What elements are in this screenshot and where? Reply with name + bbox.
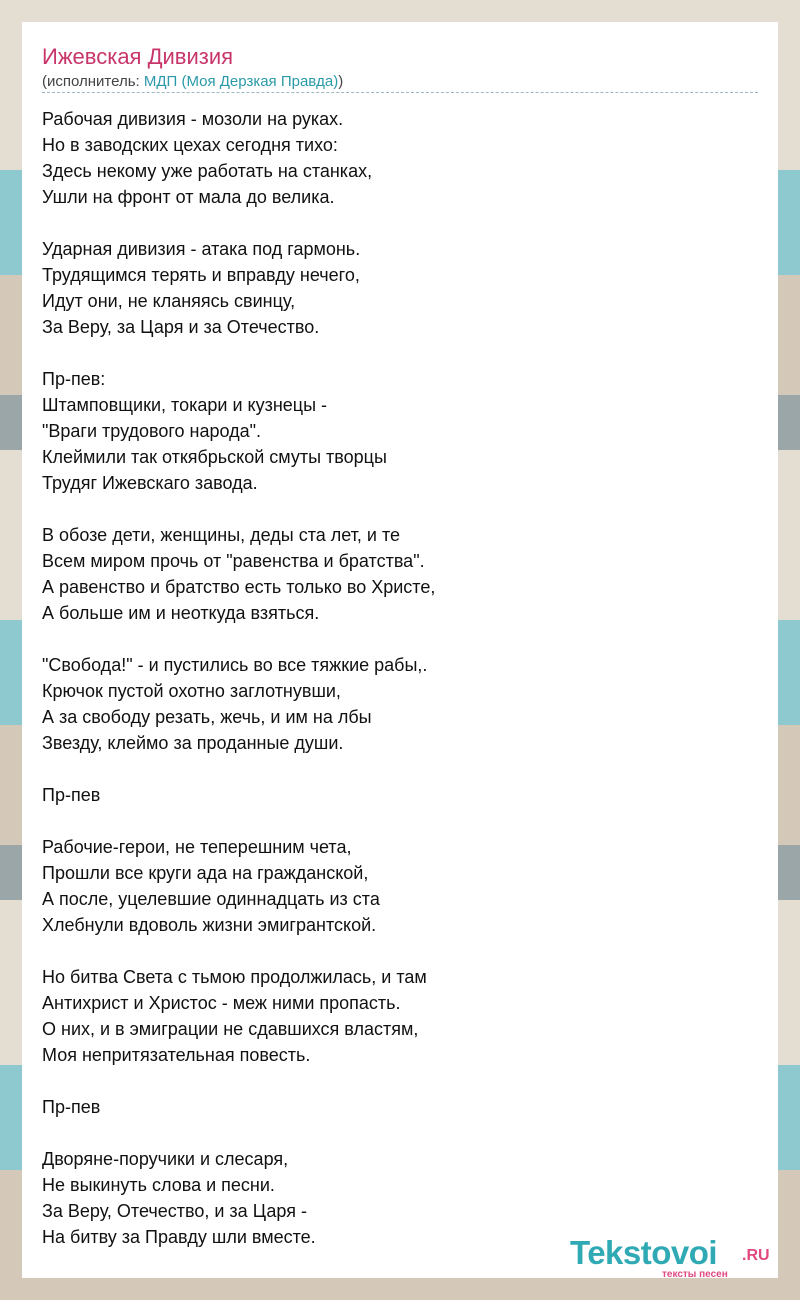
lyric-line: В обозе дети, женщины, деды ста лет, и те bbox=[42, 525, 401, 545]
lyric-line: А за свободу резать, жечь, и им на лбы bbox=[42, 707, 372, 727]
logo-brand: Tekstovoi bbox=[570, 1234, 718, 1271]
performer-prefix: (исполнитель: bbox=[42, 73, 144, 90]
lyrics-text bbox=[42, 106, 758, 1250]
logo-tld: .RU bbox=[742, 1247, 770, 1264]
lyric-line: Пр-пев bbox=[42, 785, 101, 805]
lyric-line: Моя непритязательная повесть. bbox=[42, 1045, 311, 1065]
lyric-line: Хлебнули вдоволь жизни эмигрантской. bbox=[42, 915, 377, 935]
lyric-line: А больше им и неоткуда взяться. bbox=[42, 603, 320, 623]
lyric-line: О них, и в эмиграции не сдавшихся властям, bbox=[42, 1019, 419, 1039]
lyric-line: Трудящимся терять и вправду нечего, bbox=[42, 265, 360, 285]
logo-tagline: тексты песен bbox=[662, 1269, 728, 1280]
lyric-line: Но в заводских цехах сегодня тихо: bbox=[42, 135, 338, 155]
lyric-line bbox=[42, 210, 758, 236]
lyric-line: Но битва Света с тьмою продолжилась, и там bbox=[42, 967, 427, 987]
performer-link[interactable]: МДП (Моя Дерзкая Правда) bbox=[143, 73, 339, 90]
lyric-line: "Враги трудового народа". bbox=[42, 421, 262, 441]
lyric-line bbox=[42, 340, 758, 366]
tekstovoi-logo[interactable] bbox=[570, 1234, 780, 1284]
lyric-line: Ушли на фронт от мала до велика. bbox=[42, 187, 335, 207]
lyric-line: На битву за Правду шли вместе. bbox=[42, 1227, 316, 1247]
lyric-line: За Веру, Отечество, и за Царя - bbox=[42, 1201, 307, 1221]
lyric-line: Антихрист и Христос - меж ними пропасть. bbox=[42, 993, 401, 1013]
lyric-line: Идут они, не кланяясь свинцу, bbox=[42, 291, 296, 311]
lyric-line: Пр-пев: bbox=[42, 369, 106, 389]
lyric-line: Рабочая дивизия - мозоли на руках. bbox=[42, 109, 344, 129]
lyric-line: Прошли все круги ада на гражданской, bbox=[42, 863, 369, 883]
lyric-line: Штамповщики, токари и кузнецы - bbox=[42, 395, 328, 415]
lyric-line: Крючок пустой охотно заглотнувши, bbox=[42, 681, 341, 701]
song-title: Ижевская Дивизия bbox=[42, 44, 234, 69]
lyric-line: За Веру, за Царя и за Отечество. bbox=[42, 317, 320, 337]
lyric-line bbox=[42, 1068, 758, 1094]
lyric-line bbox=[42, 626, 758, 652]
lyric-line bbox=[42, 938, 758, 964]
lyric-line: Всем миром прочь от "равенства и братства". bbox=[42, 551, 425, 571]
lyric-line: Трудяг Ижевскаго завода. bbox=[42, 473, 258, 493]
lyric-line: Здесь некому уже работать на станках, bbox=[42, 161, 373, 181]
lyric-line: Пр-пев bbox=[42, 1097, 101, 1117]
lyric-line bbox=[42, 1120, 758, 1146]
performer-suffix: ) bbox=[338, 73, 344, 90]
lyric-line: "Свобода!" - и пустились во все тяжкие рабы,. bbox=[42, 655, 428, 675]
lyric-line: А после, уцелевшие одиннадцать из ста bbox=[42, 889, 380, 909]
lyric-line bbox=[42, 756, 758, 782]
lyrics-card bbox=[22, 22, 778, 1278]
lyric-line: Ударная дивизия - атака под гармонь. bbox=[42, 239, 361, 259]
performer-line bbox=[42, 73, 343, 90]
lyric-line: Рабочие-герои, не теперешним чета, bbox=[42, 837, 352, 857]
lyric-line: Не выкинуть слова и песни. bbox=[42, 1175, 275, 1195]
lyric-line bbox=[42, 496, 758, 522]
lyric-line bbox=[42, 808, 758, 834]
lyric-line: Дворяне-поручики и слесаря, bbox=[42, 1149, 289, 1169]
lyric-line: Звезду, клеймо за проданные души. bbox=[42, 733, 344, 753]
title-divider bbox=[42, 92, 758, 93]
lyric-line: А равенство и братство есть только во Христе, bbox=[42, 577, 436, 597]
lyric-line: Клеймили так откябрьской смуты творцы bbox=[42, 447, 387, 467]
